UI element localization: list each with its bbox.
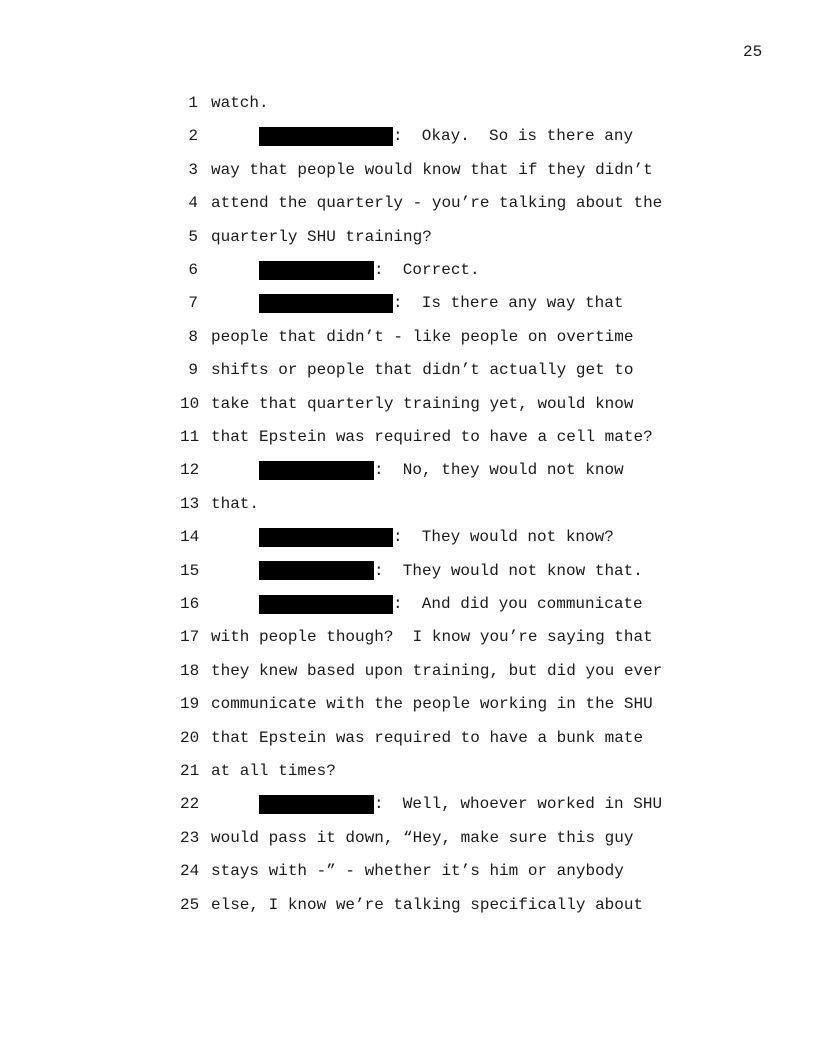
redacted-speaker-name [259,561,374,580]
line-text: people that didn’t - like people on overtime [211,327,634,346]
redacted-speaker-name [259,461,374,480]
line-text: : No, they would not know [374,461,624,480]
redacted-speaker-name [259,795,374,814]
line-number: 17 [180,628,200,647]
line-number: 5 [188,227,198,246]
speaker-turn [259,594,643,614]
line-text: that Epstein was required to have a bunk mate [211,728,644,747]
line-text: watch. [211,94,269,112]
line-text: quarterly SHU training? [211,227,432,246]
line-number: 2 [188,127,198,146]
line-text: that. [211,494,260,513]
line-number: 4 [188,194,198,213]
line-text: : Well, whoever worked in SHU [374,795,663,814]
line-text: take that quarterly training yet, would know [211,394,634,413]
line-text: shifts or people that didn’t actually get to [211,361,634,380]
speaker-turn [259,561,643,581]
line-text: stays with -” - whether it’s him or anybody [211,862,624,881]
line-number: 3 [188,160,198,179]
line-number: 6 [188,261,198,279]
speaker-turn [259,527,614,547]
line-number: 9 [188,361,198,380]
line-text: attend the quarterly - you’re talking about the [211,194,663,213]
line-number: 22 [180,795,200,814]
line-text: communicate with the people working in the SHU [211,695,653,714]
line-text: : They would not know that. [374,561,643,580]
line-text: : Correct. [374,261,480,279]
speaker-turn [259,126,633,146]
line-number: 21 [180,762,200,780]
line-number: 1 [188,94,198,112]
redacted-speaker-name [259,294,393,313]
line-number: 8 [188,327,198,346]
line-text: would pass it down, “Hey, make sure this guy [211,828,634,847]
line-number: 18 [180,661,200,680]
speaker-turn [259,293,623,313]
line-number: 10 [180,394,200,413]
line-number: 7 [188,294,198,313]
redacted-speaker-name [259,595,393,614]
line-number: 12 [180,461,200,480]
page-number: 25 [743,43,763,61]
line-text: : Okay. So is there any [393,127,634,146]
redacted-speaker-name [259,127,393,146]
line-text: with people though? I know you’re saying that [211,628,653,647]
line-text: at all times? [211,762,336,780]
line-number: 11 [180,428,200,446]
line-text: : They would not know? [393,528,614,547]
speaker-turn [259,460,624,480]
line-number: 14 [180,528,200,547]
line-text: that Epstein was required to have a cell mate? [211,428,653,446]
line-text: they knew based upon training, but did you ever [211,661,663,680]
redacted-speaker-name [259,261,374,280]
line-number: 19 [180,695,200,714]
line-number: 23 [180,828,200,847]
redacted-speaker-name [259,528,393,547]
line-number: 24 [180,862,200,881]
line-number: 13 [180,494,200,513]
line-text: : And did you communicate [393,595,643,613]
line-number: 25 [180,895,200,914]
line-number: 15 [180,561,200,580]
line-text: way that people would know that if they didn’t [211,160,653,179]
line-text: : Is there any way that [393,294,624,313]
speaker-turn [259,794,662,814]
speaker-turn [259,260,480,280]
line-text: else, I know we’re talking specifically about [211,895,644,914]
line-number: 20 [180,728,200,747]
line-number: 16 [180,595,200,613]
